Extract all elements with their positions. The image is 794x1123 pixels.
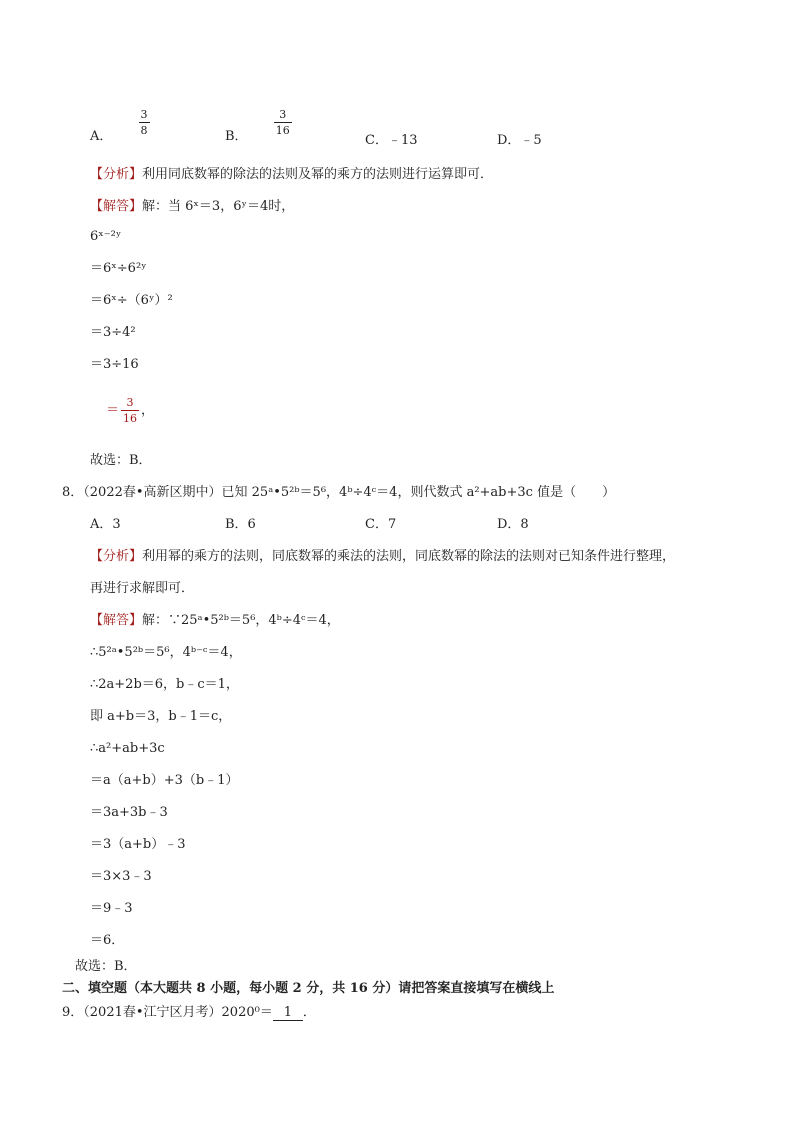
q7-option-b: B． $\frac{3}{16}$ (225, 108, 290, 144)
q8-option-b: B．6 (225, 517, 256, 532)
q8-step: ＝6． (90, 933, 125, 948)
q7-analysis: 【分析】利用同底数幂的除法的法则及幂的乘方的法则进行运算即可． (90, 167, 494, 182)
q7-step: ＝3÷4² (90, 325, 136, 340)
q8-solution-line: 【解答】解：∵25ᵃ•5²ᵇ＝5⁶，4ᵇ÷4ᶜ＝4， (90, 613, 340, 628)
q8-step: ∴5²ᵃ•5²ᵇ＝5⁶，4ᵇ⁻ᶜ＝4， (90, 645, 242, 660)
section-heading: 二、填空题（本大题共 8 小题，每小题 2 分，共 16 分）请把答案直接填写在横线上 (62, 981, 555, 996)
fraction: $\frac{3}{16}$ (275, 108, 290, 137)
q8-stem: 8．（2022春•高新区期中）已知 25ᵃ•5²ᵇ＝5⁶，4ᵇ÷4ᶜ＝4，则代数式 a²+ab+3c 值是（ ） (62, 485, 616, 500)
q8-choose: 故选：B． (75, 959, 137, 974)
q8-step: ＝9﹣3 (90, 901, 133, 916)
q8-analysis-cont: 再进行求解即可． (90, 581, 195, 596)
q7-step: 6ˣ⁻²ʸ (90, 229, 122, 244)
q8-step: 即 a+b＝3，b﹣1＝c， (90, 709, 232, 724)
q8-step: ＝3×3﹣3 (90, 869, 152, 884)
q8-step: ∴a²+ab+3c (90, 741, 165, 756)
q8-step: ＝3a+3b﹣3 (90, 805, 168, 820)
q7-option-c: C．﹣13 (365, 133, 418, 148)
fraction: $\frac{3}{8}$ (140, 108, 148, 137)
q8-option-a: A．3 (90, 517, 121, 532)
q8-analysis: 【分析】利用幂的乘方的法则，同底数幂的乘法的法则，同底数幂的除法的法则对已知条件进行整理， (90, 549, 676, 564)
q7-step-fraction: ＝ $\frac{3}{16}$ ， (106, 396, 155, 425)
q8-step: ∴2a+2b＝6，b﹣c＝1， (90, 677, 239, 692)
q7-option-a: A． $\frac{3}{8}$ (90, 108, 148, 144)
q9-stem: 9．（2021春•江宁区月考）2020⁰＝ 1 ． (62, 1005, 316, 1020)
fraction: $\frac{3}{16}$ (123, 396, 138, 425)
q7-step: ＝6ˣ÷（6ʸ）² (90, 293, 173, 308)
q7-step: ＝6ˣ÷6²ʸ (90, 261, 147, 276)
q8-step: ＝a（a+b）+3（b﹣1） (90, 773, 239, 788)
q7-step: ＝3÷16 (90, 357, 139, 372)
answer-blank: 1 (273, 1005, 303, 1021)
q8-option-d: D．8 (497, 517, 529, 532)
q8-option-c: C．7 (365, 517, 397, 532)
q7-solution-line: 【解答】解：当 6ˣ＝3，6ʸ＝4时， (90, 199, 295, 214)
q7-option-d: D．﹣5 (497, 133, 542, 148)
q8-step: ＝3（a+b）﹣3 (90, 837, 186, 852)
q7-choose: 故选：B． (90, 453, 152, 468)
